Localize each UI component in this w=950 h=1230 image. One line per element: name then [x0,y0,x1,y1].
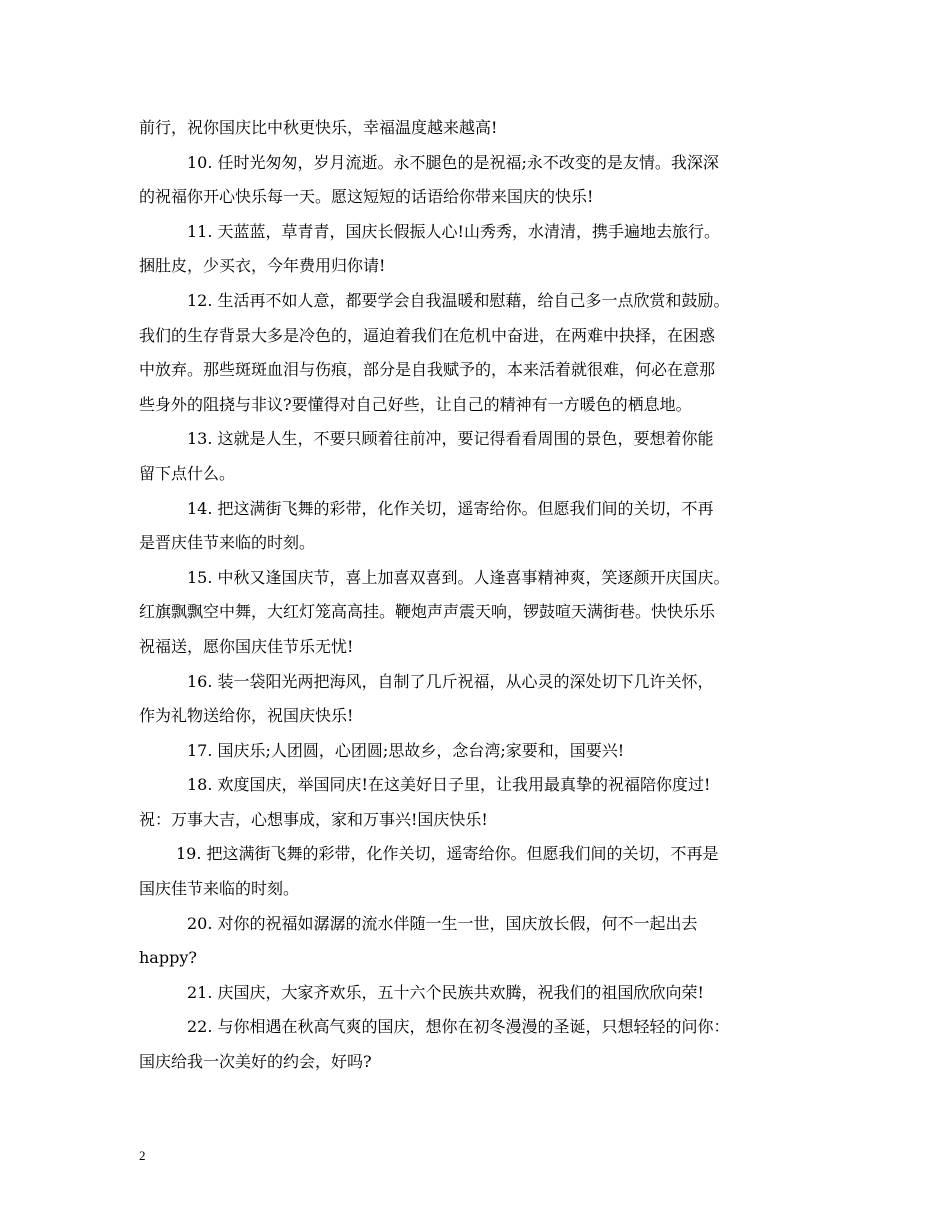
text-line: 作为礼物送给你，祝国庆快乐! [139,706,354,726]
page-number: 2 [139,1148,146,1163]
text-line: 11. 天蓝蓝，草青青，国庆长假振人心!山秀秀，水清清，携手遍地去旅行。 [187,221,720,241]
text-line: 15. 中秋又逢国庆节，喜上加喜双喜到。人逢喜事精神爽，笑逐颜开庆国庆。 [187,567,730,587]
text-line: 21. 庆国庆，大家齐欢乐，五十六个民族共欢腾，祝我们的祖国欣欣向荣! [187,982,704,1002]
text-line: 祝：万事大吉，心想事成，家和万事兴!国庆快乐! [139,809,488,829]
text-line: 些身外的阻挠与非议?要懂得对自己好些，让自己的精神有一方暖色的栖息地。 [139,394,692,414]
paragraph [139,561,819,665]
paragraph [139,976,819,1011]
paragraph [139,111,819,146]
text-line: 国庆佳节来临的时刻。 [139,879,300,899]
text-line: 22. 与你相遇在秋高气爽的国庆，想你在初冬漫漫的圣诞，只想轻轻的问你： [187,1017,730,1037]
text-line: 国庆给我一次美好的约会，好吗? [139,1052,372,1072]
text-line: 前行，祝你国庆比中秋更快乐，幸福温度越来越高! [139,118,498,137]
text-line: 12. 生活再不如人意，都要学会自我温暖和慰藉，给自己多一点欣赏和鼓励。 [187,290,730,310]
paragraph [139,907,819,976]
text-line: happy? [139,948,197,968]
paragraph [139,665,819,734]
paragraph [139,215,819,284]
paragraph [139,146,819,215]
paragraph [139,768,819,837]
paragraph [139,422,819,491]
text-line: 17. 国庆乐;人团圆，心团圆;思故乡，念台湾;家要和，国要兴! [187,740,625,760]
text-line: 是晋庆佳节来临的时刻。 [139,533,316,553]
text-line: 14. 把这满街飞舞的彩带，化作关切，遥寄给你。但愿我们间的关切，不再 [187,498,714,518]
text-line: 20. 对你的祝福如潺潺的流水伴随一生一世，国庆放长假，何不一起出去 [187,913,698,933]
text-line: 的祝福你开心快乐每一天。愿这短短的话语给你带来国庆的快乐! [139,187,594,207]
text-line: 13. 这就是人生，不要只顾着往前冲，要记得看看周围的景色，要想着你能 [187,429,714,449]
text-line: 红旗飘飘空中舞，大红灯笼高高挂。鞭炮声声震天响，锣鼓喧天满街巷。快快乐乐 [139,602,716,622]
text-line: 我们的生存背景大多是冷色的，逼迫着我们在危机中奋进，在两难中抉择，在困惑 [139,325,716,345]
paragraph [139,837,819,906]
body-text [139,111,819,1080]
text-line: 捆肚皮，少买衣，今年费用归你请! [139,256,386,276]
text-line: 16. 装一袋阳光两把海风，自制了几斤祝福，从心灵的深处切下几许关怀， [187,671,714,691]
text-line: 中放弃。那些斑斑血泪与伤痕，部分是自我赋予的，本来活着就很难，何必在意那 [139,360,716,380]
text-line: 19. 把这满街飞舞的彩带，化作关切，遥寄给你。但愿我们间的关切，不再是 [176,844,719,864]
text-line: 祝福送，愿你国庆佳节乐无忧! [139,636,354,656]
paragraph [139,734,819,769]
paragraph [139,492,819,561]
paragraph [139,284,819,422]
text-line: 18. 欢度国庆，举国同庆!在这美好日子里，让我用最真挚的祝福陪你度过! [187,775,711,795]
paragraph [139,1010,819,1079]
text-line: 10. 任时光匆匆，岁月流逝。永不腿色的是祝福;永不改变的是友情。我深深 [187,152,719,172]
text-line: 留下点什么。 [139,463,236,483]
